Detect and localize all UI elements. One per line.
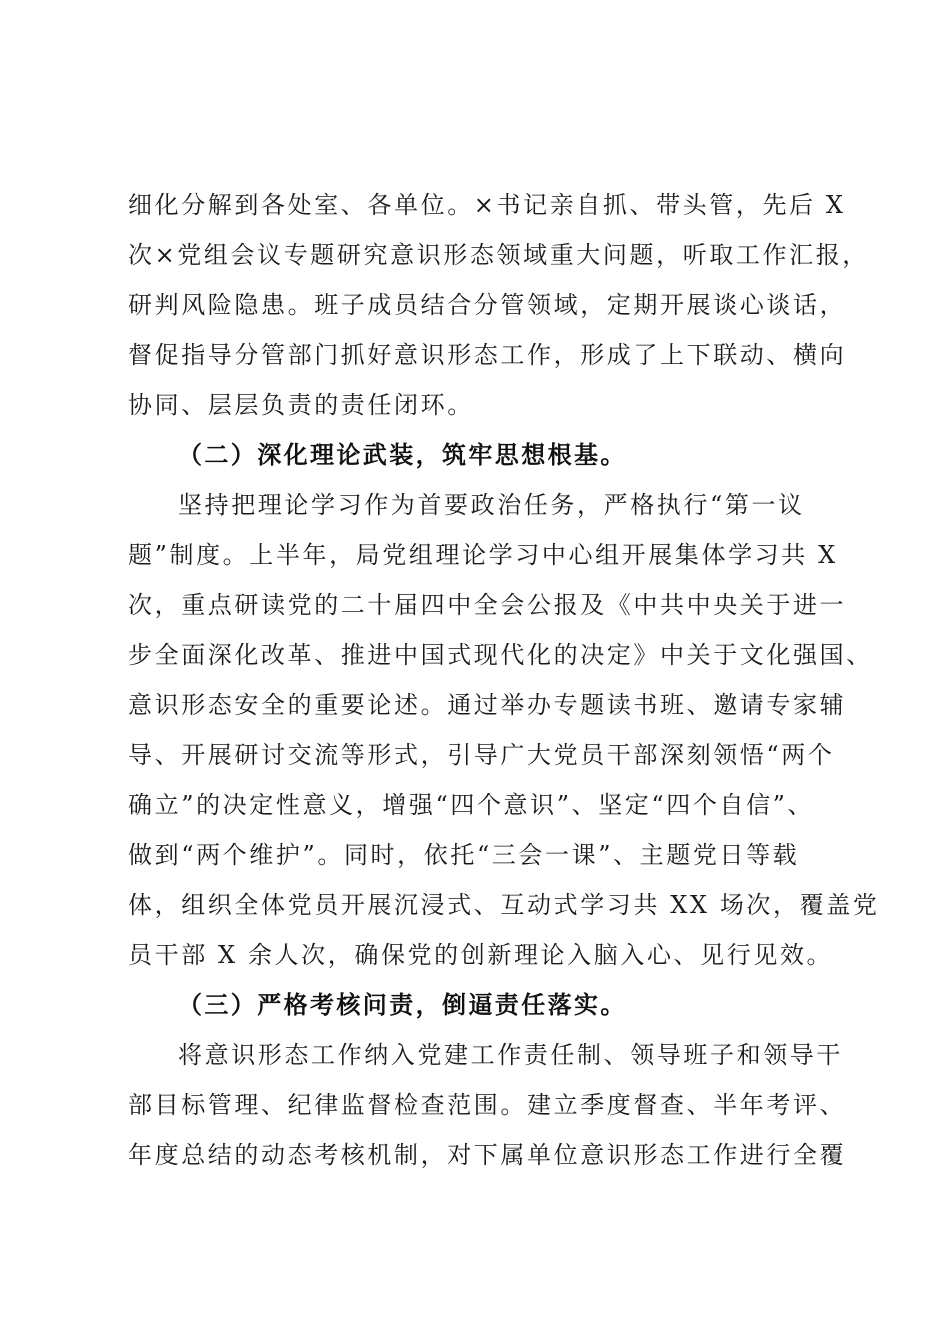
paragraph-line: 坚持把理论学习作为首要政治任务，严格执行“第一议 (178, 491, 805, 519)
section-heading: （二）深化理论武装，筑牢思想根基。 (178, 441, 627, 469)
paragraph-line: 确立”的决定性意义，增强“四个意识”、坚定“四个自信”、 (128, 791, 815, 819)
paragraph-line: 意识形态安全的重要论述。通过举办专题读书班、邀请专家辅 (128, 691, 847, 719)
section-heading: （三）严格考核问责，倒逼责任落实。 (178, 991, 627, 1019)
paragraph-line: 做到“两个维护”。同时，依托“三会一课”、主题党日等载 (128, 841, 800, 869)
paragraph-line: 次，重点研读党的二十届四中全会公报及《中共中央关于进一 (128, 591, 847, 619)
paragraph-line: 年度总结的动态考核机制，对下属单位意识形态工作进行全覆 (128, 1141, 847, 1169)
paragraph-line: 细化分解到各处室、各单位。×书记亲自抓、带头管，先后 X (128, 191, 846, 219)
paragraph-line: 员干部 X 余人次，确保党的创新理论入脑入心、见行见效。 (128, 941, 834, 969)
paragraph-line: 导、开展研讨交流等形式，引导广大党员干部深刻领悟“两个 (128, 741, 835, 769)
paragraph-line: 部目标管理、纪律监督检查范围。建立季度督查、半年考评、 (128, 1091, 847, 1119)
paragraph-line: 步全面深化改革、推进中国式现代化的决定》中关于文化强国、 (128, 641, 873, 669)
paragraph-line: 题”制度。上半年，局党组理论学习中心组开展集体学习共 X (128, 541, 838, 569)
paragraph-line: 次×党组会议专题研究意识形态领域重大问题，听取工作汇报， (128, 241, 869, 269)
paragraph-line: 体，组织全体党员开展沉浸式、互动式学习共 XX 场次，覆盖党 (128, 891, 880, 919)
paragraph-line: 督促指导分管部门抓好意识形态工作，形成了上下联动、横向 (128, 341, 847, 369)
paragraph-line: 将意识形态工作纳入党建工作责任制、领导班子和领导干 (178, 1041, 843, 1069)
paragraph-line: 协同、层层负责的责任闭环。 (128, 391, 474, 419)
paragraph-line: 研判风险隐患。班子成员结合分管领域，定期开展谈心谈话， (128, 291, 847, 319)
